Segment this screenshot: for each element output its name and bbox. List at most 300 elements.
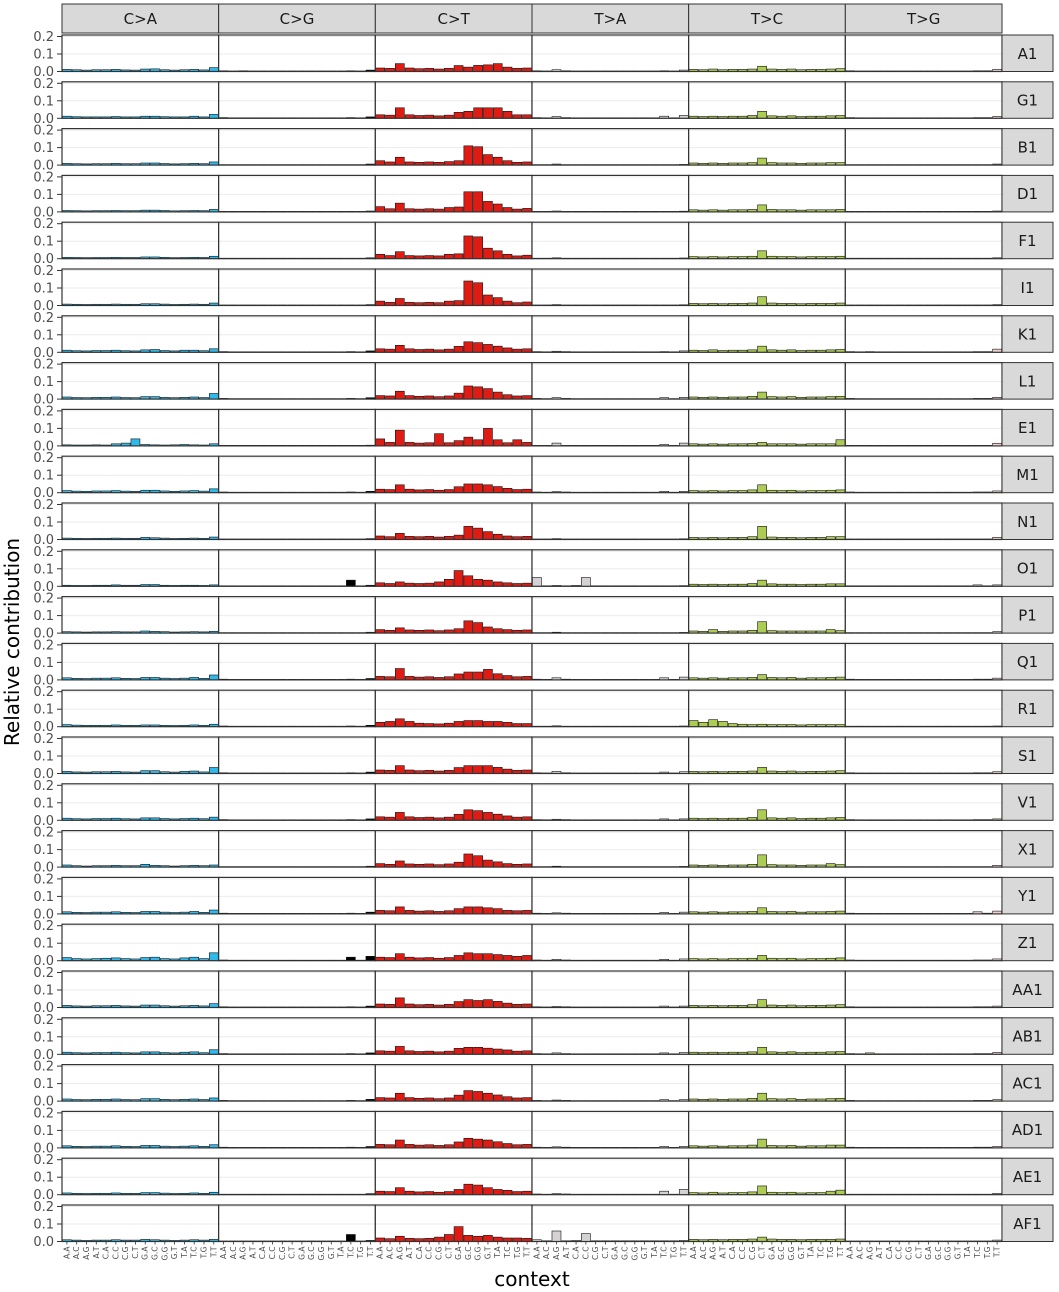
panel-background xyxy=(845,1065,1002,1102)
panel-background xyxy=(62,737,219,774)
context-label: G.C xyxy=(933,1246,943,1260)
bar xyxy=(493,909,502,914)
bar xyxy=(464,236,473,259)
bar xyxy=(483,389,492,400)
bar xyxy=(454,301,463,306)
context-label: A.A xyxy=(62,1246,72,1260)
panel-background xyxy=(845,35,1002,72)
y-tick-label: 0.0 xyxy=(33,65,54,80)
panel-background xyxy=(689,784,846,821)
sample-row xyxy=(33,217,1053,267)
y-tick-label: 0.1 xyxy=(33,328,54,344)
bar xyxy=(493,629,502,633)
bar xyxy=(483,1093,492,1101)
context-label: T.G xyxy=(199,1246,209,1259)
substitution-strips xyxy=(62,4,1002,33)
bar xyxy=(464,526,473,539)
panel-background xyxy=(219,363,376,400)
panel-background xyxy=(689,1111,846,1148)
panel-background xyxy=(845,971,1002,1008)
bar xyxy=(581,578,590,587)
context-label: A.G xyxy=(81,1246,91,1260)
bar xyxy=(464,766,473,774)
row-strip-label: N1 xyxy=(1017,512,1038,531)
bar xyxy=(464,621,473,633)
bar xyxy=(376,161,385,165)
sample-panels xyxy=(33,30,1053,1250)
bar xyxy=(464,1000,473,1008)
panel-background xyxy=(689,269,846,306)
panel-background xyxy=(532,363,689,400)
panel-background xyxy=(845,737,1002,774)
y-tick-label: 0.0 xyxy=(33,1188,54,1204)
context-label: A.T xyxy=(405,1246,415,1259)
bar xyxy=(454,161,463,165)
bar xyxy=(493,955,502,961)
panel-background xyxy=(219,1158,376,1195)
bar xyxy=(503,769,512,773)
panel-background xyxy=(219,269,376,306)
bar xyxy=(493,1001,502,1007)
bar xyxy=(758,580,767,586)
context-label: A.G xyxy=(238,1246,248,1260)
bar xyxy=(464,281,473,306)
y-tick-label: 0.1 xyxy=(33,1123,54,1139)
bar xyxy=(454,768,463,774)
bar xyxy=(454,254,463,259)
bar xyxy=(474,1047,483,1054)
bar xyxy=(464,810,473,821)
context-label: G.C xyxy=(307,1246,317,1260)
panel-background xyxy=(62,409,219,446)
y-tick-label: 0.2 xyxy=(33,685,54,701)
bar xyxy=(395,64,404,72)
bar xyxy=(483,669,492,680)
context-label: C.T xyxy=(130,1246,140,1259)
context-label: G.A xyxy=(924,1246,934,1260)
y-tick-label: 0.0 xyxy=(33,1141,54,1157)
context-label: T.C xyxy=(973,1246,983,1258)
y-tick-label: 0.2 xyxy=(33,30,54,45)
bar xyxy=(464,192,473,212)
panel-background xyxy=(689,222,846,259)
bar xyxy=(709,720,718,727)
panel-background xyxy=(689,971,846,1008)
context-label: T.T xyxy=(835,1246,845,1258)
y-tick-label: 0.2 xyxy=(33,404,54,420)
sample-row xyxy=(33,779,1053,829)
bar xyxy=(503,395,512,399)
panel-background xyxy=(532,316,689,353)
panel-background xyxy=(532,35,689,72)
context-label: A.A xyxy=(689,1246,699,1260)
context-label: A.A xyxy=(845,1246,855,1260)
panel-background xyxy=(532,82,689,119)
bar xyxy=(483,860,492,867)
bar xyxy=(474,1236,483,1241)
bar xyxy=(454,207,463,212)
bar xyxy=(346,580,355,586)
y-tick-label: 0.0 xyxy=(33,1094,54,1110)
bar xyxy=(454,571,463,587)
panel-background xyxy=(219,456,376,493)
bar xyxy=(454,1048,463,1054)
bar xyxy=(454,862,463,867)
sample-row xyxy=(33,1200,1053,1250)
y-tick-label: 0.2 xyxy=(33,1059,54,1075)
bar xyxy=(366,956,375,960)
bar xyxy=(376,439,385,446)
y-tick-label: 0.2 xyxy=(33,778,54,794)
bar xyxy=(395,628,404,633)
context-label: T.A xyxy=(806,1246,816,1258)
y-tick-label: 0.0 xyxy=(33,579,54,595)
bar xyxy=(493,392,502,399)
y-tick-label: 0.2 xyxy=(33,357,54,373)
bar xyxy=(395,157,404,165)
context-label: C.C xyxy=(111,1246,121,1260)
y-tick-label: 0.0 xyxy=(33,1047,54,1063)
row-strip-label: F1 xyxy=(1018,231,1037,250)
panel-background xyxy=(532,503,689,540)
row-strip-label: R1 xyxy=(1017,699,1038,718)
bar xyxy=(483,201,492,212)
row-strip-label: I1 xyxy=(1020,278,1035,297)
bar xyxy=(209,675,218,680)
bar xyxy=(758,1139,767,1148)
bar xyxy=(493,298,502,306)
bar xyxy=(483,1140,492,1148)
bar xyxy=(581,1234,590,1242)
context-label: C.A xyxy=(728,1246,738,1260)
context-label: G.C xyxy=(777,1246,787,1260)
panel-background xyxy=(845,175,1002,212)
y-tick-label: 0.2 xyxy=(33,1106,54,1122)
bar xyxy=(503,1190,512,1194)
context-label: A.A xyxy=(375,1246,385,1260)
panel-background xyxy=(845,363,1002,400)
panel-background xyxy=(845,924,1002,961)
bar xyxy=(376,207,385,212)
bar xyxy=(493,346,502,352)
bar xyxy=(474,237,483,259)
panel-background xyxy=(62,503,219,540)
y-tick-label: 0.2 xyxy=(33,872,54,888)
context-label: T.G xyxy=(512,1246,522,1259)
panel-background xyxy=(219,129,376,166)
panel-background xyxy=(219,737,376,774)
y-tick-label: 0.0 xyxy=(33,813,54,829)
context-label: G.G xyxy=(316,1246,326,1261)
panel-background xyxy=(689,550,846,587)
bar xyxy=(503,208,512,212)
bar xyxy=(483,812,492,820)
context-label: A.G xyxy=(551,1246,561,1260)
bar xyxy=(758,392,767,399)
bar xyxy=(474,440,483,446)
bar xyxy=(483,1000,492,1008)
bar xyxy=(395,861,404,867)
bar xyxy=(474,65,483,71)
panel-background xyxy=(375,550,532,587)
panel-background xyxy=(532,924,689,961)
context-label: A.C xyxy=(385,1246,395,1260)
panel-background xyxy=(845,316,1002,353)
bar xyxy=(474,766,483,774)
panel-background xyxy=(845,269,1002,306)
bar xyxy=(758,855,767,867)
bar xyxy=(493,1142,502,1148)
panel-background xyxy=(219,82,376,119)
bar xyxy=(493,108,502,119)
context-label: A.C xyxy=(855,1246,865,1260)
bar xyxy=(503,348,512,352)
bar xyxy=(464,953,473,961)
panel-background xyxy=(532,456,689,493)
bar xyxy=(758,205,767,212)
row-strip-label: V1 xyxy=(1017,793,1038,812)
sample-row xyxy=(33,404,1053,454)
bar xyxy=(464,907,473,914)
panel-background xyxy=(689,597,846,634)
row-strip-label: AD1 xyxy=(1011,1121,1044,1140)
bar xyxy=(395,485,404,493)
panel-background xyxy=(532,737,689,774)
context-label: T.A xyxy=(649,1246,659,1258)
panel-background xyxy=(532,129,689,166)
bar xyxy=(503,111,512,118)
bar xyxy=(474,192,483,212)
panel-background xyxy=(845,831,1002,868)
y-tick-label: 0.1 xyxy=(33,609,54,625)
context-label: C.G xyxy=(277,1246,287,1260)
bar xyxy=(483,721,492,726)
bar xyxy=(209,768,218,774)
sample-row xyxy=(33,77,1053,127)
panel-background xyxy=(219,1065,376,1102)
panel-background xyxy=(219,831,376,868)
bar xyxy=(503,1144,512,1148)
context-label: A.C xyxy=(542,1246,552,1260)
context-label: T.T xyxy=(522,1246,532,1258)
bar xyxy=(464,1091,473,1102)
y-tick-label: 0.2 xyxy=(33,451,54,467)
context-label: C.A xyxy=(101,1246,111,1260)
bar xyxy=(483,766,492,774)
panel-background xyxy=(532,831,689,868)
bar xyxy=(474,528,483,539)
bar xyxy=(376,722,385,726)
context-label: T.A xyxy=(493,1246,503,1258)
context-label: T.T xyxy=(992,1246,1002,1258)
panel-background xyxy=(845,222,1002,259)
panel-background xyxy=(689,1018,846,1055)
bar xyxy=(395,766,404,774)
context-label: T.C xyxy=(816,1246,826,1258)
panel-background xyxy=(62,597,219,634)
context-label: A.C xyxy=(698,1246,708,1260)
y-tick-label: 0.2 xyxy=(33,264,54,279)
y-tick-label: 0.2 xyxy=(33,1012,54,1028)
y-tick-label: 0.2 xyxy=(33,732,54,747)
bar xyxy=(395,907,404,914)
context-label: A.A xyxy=(219,1246,229,1260)
panel-background xyxy=(689,737,846,774)
y-tick-label: 0.0 xyxy=(33,252,54,268)
y-tick-label: 0.0 xyxy=(33,439,54,455)
panel-background xyxy=(532,643,689,680)
context-label: C.A xyxy=(884,1246,894,1260)
bar xyxy=(483,954,492,961)
context-label: G.G xyxy=(473,1246,483,1261)
bar xyxy=(454,535,463,539)
bar xyxy=(503,254,512,258)
context-label: T.T xyxy=(365,1246,375,1258)
bar xyxy=(464,342,473,353)
sample-row xyxy=(33,1153,1053,1203)
y-axis-title: Relative contribution xyxy=(0,537,24,747)
bar xyxy=(395,812,404,820)
bar xyxy=(454,393,463,399)
y-tick-label: 0.1 xyxy=(33,1030,54,1046)
bar xyxy=(758,1047,767,1054)
y-tick-label: 0.1 xyxy=(33,702,54,718)
bar xyxy=(513,440,522,446)
bar xyxy=(395,203,404,212)
y-tick-label: 0.1 xyxy=(33,234,54,250)
bar xyxy=(346,1235,355,1242)
panel-background xyxy=(689,175,846,212)
y-tick-label: 0.1 xyxy=(33,1077,54,1093)
bar xyxy=(454,1002,463,1008)
panel-background xyxy=(689,1065,846,1102)
panel-background xyxy=(532,175,689,212)
bar xyxy=(464,576,473,587)
panel-background xyxy=(62,971,219,1008)
context-label: C.T xyxy=(444,1246,454,1259)
context-label: G.C xyxy=(463,1246,473,1260)
panel-background xyxy=(219,924,376,961)
bar xyxy=(395,719,404,727)
row-strip-label: AA1 xyxy=(1012,980,1043,999)
bar xyxy=(513,956,522,960)
bar xyxy=(483,1235,492,1241)
sample-row xyxy=(33,498,1053,548)
bar xyxy=(503,1050,512,1054)
sample-row xyxy=(33,264,1053,314)
context-label: C.A xyxy=(414,1246,424,1260)
bar xyxy=(444,301,453,305)
bar xyxy=(503,1097,512,1101)
context-label: A.T xyxy=(718,1246,728,1259)
row-strip-label: E1 xyxy=(1017,419,1038,438)
panel-background xyxy=(845,1158,1002,1195)
bar xyxy=(483,155,492,166)
bar xyxy=(493,582,502,586)
bar xyxy=(464,1184,473,1195)
bar xyxy=(689,721,698,727)
bar xyxy=(474,343,483,353)
bar xyxy=(503,816,512,820)
strip-label: T>A xyxy=(594,10,627,28)
bar xyxy=(493,1237,502,1241)
bar xyxy=(395,430,404,446)
context-label: A.A xyxy=(532,1246,542,1260)
bar xyxy=(454,1095,463,1101)
bar xyxy=(454,1142,463,1148)
bar xyxy=(464,1138,473,1148)
context-label: C.G xyxy=(121,1246,131,1260)
panel-background xyxy=(219,643,376,680)
bar xyxy=(376,301,385,305)
y-tick-label: 0.0 xyxy=(33,111,54,127)
bar xyxy=(454,629,463,633)
bar xyxy=(395,533,404,539)
bar xyxy=(493,440,502,446)
bar xyxy=(209,394,218,400)
context-label: G.T xyxy=(640,1246,650,1260)
y-tick-label: 0.2 xyxy=(33,544,54,560)
context-label: T.T xyxy=(679,1246,689,1258)
y-tick-label: 0.0 xyxy=(33,299,54,314)
x-axis-title: context xyxy=(494,1267,570,1291)
panel-background xyxy=(62,1158,219,1195)
context-label: G.T xyxy=(326,1246,336,1260)
bar xyxy=(454,346,463,352)
panel-background xyxy=(62,363,219,400)
context-label: G.G xyxy=(630,1246,640,1261)
bar xyxy=(395,1188,404,1195)
sample-row xyxy=(33,358,1053,408)
sample-row xyxy=(33,732,1053,782)
bar xyxy=(395,1046,404,1054)
context-label: C.T xyxy=(600,1246,610,1259)
row-strip-label: P1 xyxy=(1018,606,1037,625)
panel-background xyxy=(689,1158,846,1195)
panel-background xyxy=(62,222,219,259)
bar xyxy=(493,814,502,820)
panel-background xyxy=(62,831,219,868)
bar xyxy=(758,955,767,960)
bar xyxy=(464,67,473,71)
context-label: A.G xyxy=(865,1246,875,1260)
panel-background xyxy=(689,924,846,961)
context-label: T.G xyxy=(356,1246,366,1259)
context-label: C.G xyxy=(434,1246,444,1260)
sample-row xyxy=(33,545,1053,595)
bar xyxy=(493,534,502,539)
bar xyxy=(464,1047,473,1054)
panel-background xyxy=(62,1018,219,1055)
context-label: G.A xyxy=(454,1246,464,1260)
bar xyxy=(376,254,385,258)
bar xyxy=(434,582,443,586)
y-tick-label: 0.2 xyxy=(33,170,54,186)
y-tick-label: 0.0 xyxy=(33,860,54,876)
bar xyxy=(523,955,532,960)
y-tick-label: 0.2 xyxy=(33,498,54,513)
bar xyxy=(758,1237,767,1241)
bar xyxy=(474,672,483,680)
strip-label: T>C xyxy=(750,10,784,28)
context-label: A.G xyxy=(708,1246,718,1260)
bar xyxy=(474,387,483,399)
context-label: C.T xyxy=(287,1246,297,1259)
bar xyxy=(131,439,140,446)
panel-background xyxy=(845,82,1002,119)
context-label: C.C xyxy=(894,1246,904,1260)
panel-background xyxy=(532,1065,689,1102)
